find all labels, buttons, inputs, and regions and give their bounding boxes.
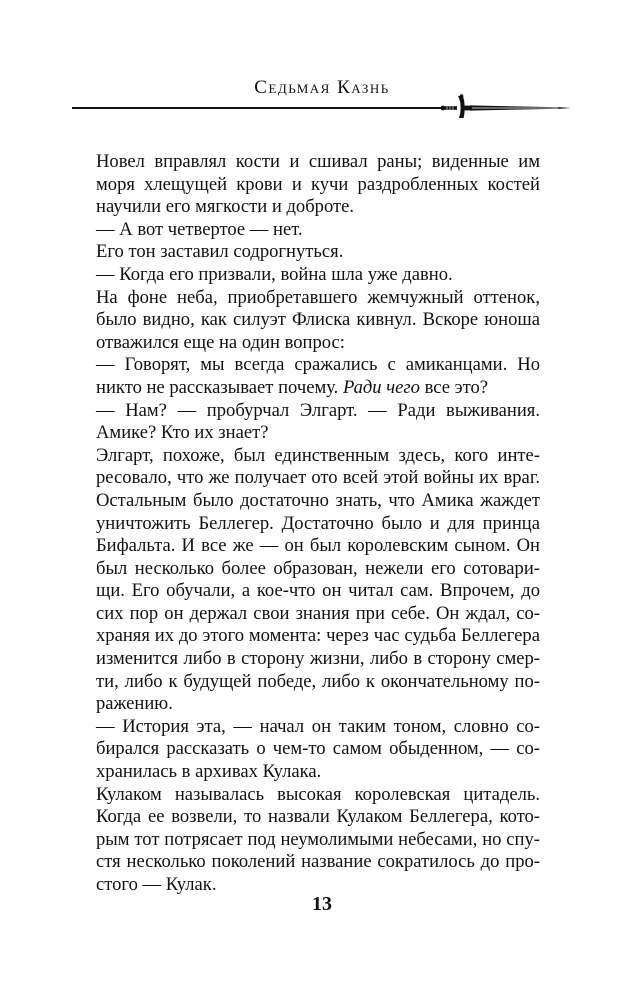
text-line: Элгарт, похоже, был единственным здесь, кого инте- — [96, 444, 540, 466]
text-line: отважился еще на один вопрос: — [96, 331, 345, 353]
text-line: Бифальта. И все же — он был королевским сыном. Он — [96, 535, 540, 557]
text-line: ражению. — [96, 693, 173, 715]
text-line: Его тон заставил содрогнуться. — [96, 241, 344, 263]
text-line: ти, либо к будущей победе, либо к окончательному по- — [96, 670, 540, 692]
running-head — [72, 76, 572, 120]
text-line: Когда ее возвели, то назвали Кулаком Беллегера, кото- — [96, 806, 540, 828]
text-line: На фоне неба, приобретавшего жемчужный оттенок, — [96, 286, 540, 308]
text-line: Кулаком называлась высокая королевская цитадель. — [96, 783, 540, 805]
text-line: Новел вправлял кости и сшивал раны; виденные им — [96, 151, 540, 172]
body-text — [96, 151, 540, 897]
text-line: был несколько более образован, нежели его сотовари- — [96, 557, 540, 579]
text-line: — Когда его призвали, война шла уже давно. — [96, 263, 453, 285]
header-rule — [72, 92, 572, 118]
text-line: хранилась в архивах Кулака. — [96, 761, 322, 783]
text-line: — Нам? — пробурчал Элгарт. — Ради выживания. — [96, 399, 540, 421]
text-line: стого — Кулак. — [96, 874, 217, 895]
text-line: рым тот потрясает под неумолимыми небесами, но спу- — [96, 828, 540, 850]
text-line: уничтожить Беллегер. Достаточно было и для принца — [96, 512, 540, 534]
text-line: было видно, как силуэт Флиска кивнул. Вскоре юноша — [96, 309, 540, 331]
page-number: 13 — [312, 893, 332, 915]
running-title: Седьмая Казнь — [254, 77, 390, 98]
text-line: Амике? Кто их знает? — [96, 422, 269, 444]
italic-emphasis: Ради чего — [342, 376, 420, 398]
text-line: изменится либо в сторону жизни, либо в сторону смер- — [96, 648, 540, 670]
text-line: — История эта, — начал он таким тоном, словно со- — [96, 715, 540, 737]
text-line: — Говорят, мы всегда сражались с амиканцами. Но — [96, 354, 540, 376]
text-line: стя несколько поколений название сократилось до про- — [96, 851, 540, 873]
text-line: никто не рассказывает почему. Ради чего все это? — [96, 376, 489, 398]
sword-icon — [441, 94, 571, 118]
text-line: ресовало, что же получает ото всей этой войны их враг. — [96, 467, 540, 489]
text-line: Остальным было достаточно знать, что Амика жаждет — [96, 489, 540, 511]
text-line: бирался рассказать о чем-то самом обыденном, — со- — [96, 738, 540, 760]
text-line: научили его мягкости и доброте. — [96, 196, 355, 218]
text-line: храняя их до этого момента: через час судьба Беллегера — [96, 625, 540, 647]
text-line: щи. Его обучали, а кое-что он читал сам. Впрочем, до — [96, 580, 540, 602]
text-line: — А вот четвертое — нет. — [96, 218, 303, 240]
text-line: моря хлещущей крови и кучи раздробленных костей — [96, 173, 540, 195]
text-line: сих пор он держал свои знания при себе. Он ждал, со- — [96, 602, 540, 624]
